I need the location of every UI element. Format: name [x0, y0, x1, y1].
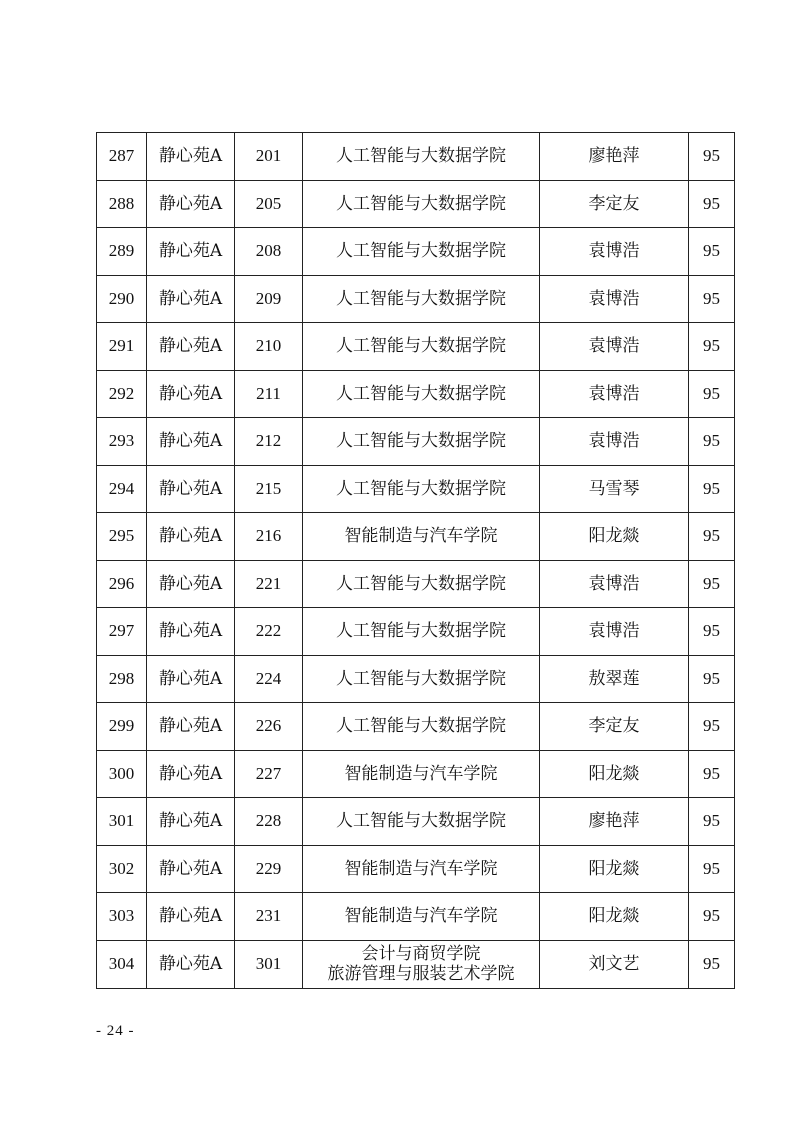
- college-name: 人工智能与大数据学院: [336, 336, 506, 357]
- row-number-cell: 289: [97, 228, 147, 276]
- row-number-cell: 287: [97, 133, 147, 181]
- score-cell: 95: [689, 228, 735, 276]
- college-cell: [303, 513, 540, 561]
- score-cell: 95: [689, 133, 735, 181]
- score-cell: 95: [689, 893, 735, 941]
- building-cell: 静心苑A: [147, 703, 235, 751]
- teacher-cell: 袁博浩: [540, 323, 689, 371]
- row-number-cell: 297: [97, 608, 147, 656]
- table-body: [97, 133, 735, 989]
- room-number-cell: 210: [235, 323, 303, 371]
- college-name: 人工智能与大数据学院: [336, 241, 506, 262]
- teacher-cell: 阳龙燚: [540, 513, 689, 561]
- building-cell: 静心苑A: [147, 893, 235, 941]
- building-cell: 静心苑A: [147, 750, 235, 798]
- college-cell: [303, 893, 540, 941]
- row-number-cell: 301: [97, 798, 147, 846]
- row-number-cell: 291: [97, 323, 147, 371]
- building-cell: 静心苑A: [147, 513, 235, 561]
- college-name: 人工智能与大数据学院: [336, 811, 506, 832]
- building-cell: 静心苑A: [147, 133, 235, 181]
- teacher-cell: 廖艳萍: [540, 133, 689, 181]
- table-row: [97, 133, 735, 181]
- row-number-cell: 304: [97, 940, 147, 988]
- college-name: 智能制造与汽车学院: [344, 526, 498, 547]
- teacher-cell: 袁博浩: [540, 370, 689, 418]
- table-row: [97, 608, 735, 656]
- building-cell: 静心苑A: [147, 845, 235, 893]
- table-row: [97, 180, 735, 228]
- college-name: 旅游管理与服装艺术学院: [327, 964, 515, 984]
- college-cell: [303, 228, 540, 276]
- score-cell: 95: [689, 750, 735, 798]
- college-cell: [303, 655, 540, 703]
- room-number-cell: 215: [235, 465, 303, 513]
- college-cell: [303, 940, 540, 988]
- score-cell: 95: [689, 845, 735, 893]
- building-cell: 静心苑A: [147, 323, 235, 371]
- table-row: [97, 750, 735, 798]
- teacher-cell: 袁博浩: [540, 275, 689, 323]
- college-cell: [303, 560, 540, 608]
- teacher-cell: 李定友: [540, 180, 689, 228]
- row-number-cell: 296: [97, 560, 147, 608]
- college-name: 智能制造与汽车学院: [344, 858, 498, 879]
- room-number-cell: 224: [235, 655, 303, 703]
- building-cell: 静心苑A: [147, 798, 235, 846]
- table-row: [97, 513, 735, 561]
- room-number-cell: 205: [235, 180, 303, 228]
- room-number-cell: 208: [235, 228, 303, 276]
- room-number-cell: 209: [235, 275, 303, 323]
- building-cell: 静心苑A: [147, 940, 235, 988]
- college-cell: [303, 418, 540, 466]
- score-cell: 95: [689, 560, 735, 608]
- teacher-cell: 阳龙燚: [540, 845, 689, 893]
- building-cell: 静心苑A: [147, 370, 235, 418]
- building-cell: 静心苑A: [147, 465, 235, 513]
- room-number-cell: 221: [235, 560, 303, 608]
- table-row: [97, 845, 735, 893]
- row-number-cell: 302: [97, 845, 147, 893]
- row-number-cell: 294: [97, 465, 147, 513]
- row-number-cell: 290: [97, 275, 147, 323]
- row-number-cell: 293: [97, 418, 147, 466]
- score-cell: 95: [689, 180, 735, 228]
- row-number-cell: 298: [97, 655, 147, 703]
- college-name: 人工智能与大数据学院: [336, 668, 506, 689]
- teacher-cell: 刘文艺: [540, 940, 689, 988]
- row-number-cell: 303: [97, 893, 147, 941]
- college-name: 人工智能与大数据学院: [336, 431, 506, 452]
- teacher-cell: 袁博浩: [540, 228, 689, 276]
- teacher-cell: 阳龙燚: [540, 750, 689, 798]
- score-cell: 95: [689, 655, 735, 703]
- room-number-cell: 212: [235, 418, 303, 466]
- score-cell: 95: [689, 703, 735, 751]
- teacher-cell: 袁博浩: [540, 608, 689, 656]
- college-name: 人工智能与大数据学院: [336, 288, 506, 309]
- college-cell: [303, 798, 540, 846]
- teacher-cell: 李定友: [540, 703, 689, 751]
- row-number-cell: 288: [97, 180, 147, 228]
- college-name: 智能制造与汽车学院: [344, 906, 498, 927]
- college-cell: [303, 323, 540, 371]
- college-name: 人工智能与大数据学院: [336, 621, 506, 642]
- college-name: 人工智能与大数据学院: [336, 146, 506, 167]
- college-cell: [303, 275, 540, 323]
- room-number-cell: 222: [235, 608, 303, 656]
- score-cell: 95: [689, 608, 735, 656]
- college-cell: [303, 370, 540, 418]
- score-cell: 95: [689, 370, 735, 418]
- teacher-cell: 廖艳萍: [540, 798, 689, 846]
- table-row: [97, 703, 735, 751]
- building-cell: 静心苑A: [147, 608, 235, 656]
- building-cell: 静心苑A: [147, 180, 235, 228]
- page-number: - 24 -: [96, 1023, 135, 1039]
- score-cell: 95: [689, 418, 735, 466]
- table-row: [97, 655, 735, 703]
- building-cell: 静心苑A: [147, 275, 235, 323]
- teacher-cell: 袁博浩: [540, 418, 689, 466]
- college-name: 人工智能与大数据学院: [336, 573, 506, 594]
- score-cell: 95: [689, 323, 735, 371]
- dormitory-table: [96, 132, 735, 989]
- table-row: [97, 893, 735, 941]
- table-row: [97, 228, 735, 276]
- college-cell: [303, 750, 540, 798]
- college-name: 智能制造与汽车学院: [344, 763, 498, 784]
- table-row: [97, 465, 735, 513]
- row-number-cell: 299: [97, 703, 147, 751]
- building-cell: 静心苑A: [147, 560, 235, 608]
- college-name: 人工智能与大数据学院: [336, 383, 506, 404]
- table-row: [97, 418, 735, 466]
- college-name: 人工智能与大数据学院: [336, 478, 506, 499]
- college-cell: [303, 703, 540, 751]
- score-cell: 95: [689, 798, 735, 846]
- college-cell: [303, 608, 540, 656]
- building-cell: 静心苑A: [147, 655, 235, 703]
- building-cell: 静心苑A: [147, 418, 235, 466]
- table-row: [97, 798, 735, 846]
- room-number-cell: 226: [235, 703, 303, 751]
- room-number-cell: 231: [235, 893, 303, 941]
- score-cell: 95: [689, 275, 735, 323]
- row-number-cell: 295: [97, 513, 147, 561]
- college-name: 会计与商贸学院: [361, 944, 481, 964]
- room-number-cell: 228: [235, 798, 303, 846]
- score-cell: 95: [689, 465, 735, 513]
- college-name: 人工智能与大数据学院: [336, 716, 506, 737]
- room-number-cell: 227: [235, 750, 303, 798]
- teacher-cell: 马雪琴: [540, 465, 689, 513]
- teacher-cell: 阳龙燚: [540, 893, 689, 941]
- teacher-cell: 敖翠莲: [540, 655, 689, 703]
- room-number-cell: 229: [235, 845, 303, 893]
- score-cell: 95: [689, 513, 735, 561]
- room-number-cell: 301: [235, 940, 303, 988]
- college-cell: [303, 180, 540, 228]
- table-row: [97, 940, 735, 988]
- college-name: 人工智能与大数据学院: [336, 193, 506, 214]
- row-number-cell: 292: [97, 370, 147, 418]
- building-cell: 静心苑A: [147, 228, 235, 276]
- teacher-cell: 袁博浩: [540, 560, 689, 608]
- room-number-cell: 211: [235, 370, 303, 418]
- table-row: [97, 560, 735, 608]
- table-row: [97, 370, 735, 418]
- room-number-cell: 216: [235, 513, 303, 561]
- score-cell: 95: [689, 940, 735, 988]
- college-cell: [303, 465, 540, 513]
- college-cell: [303, 133, 540, 181]
- college-cell: [303, 845, 540, 893]
- table-row: [97, 323, 735, 371]
- row-number-cell: 300: [97, 750, 147, 798]
- table-row: [97, 275, 735, 323]
- room-number-cell: 201: [235, 133, 303, 181]
